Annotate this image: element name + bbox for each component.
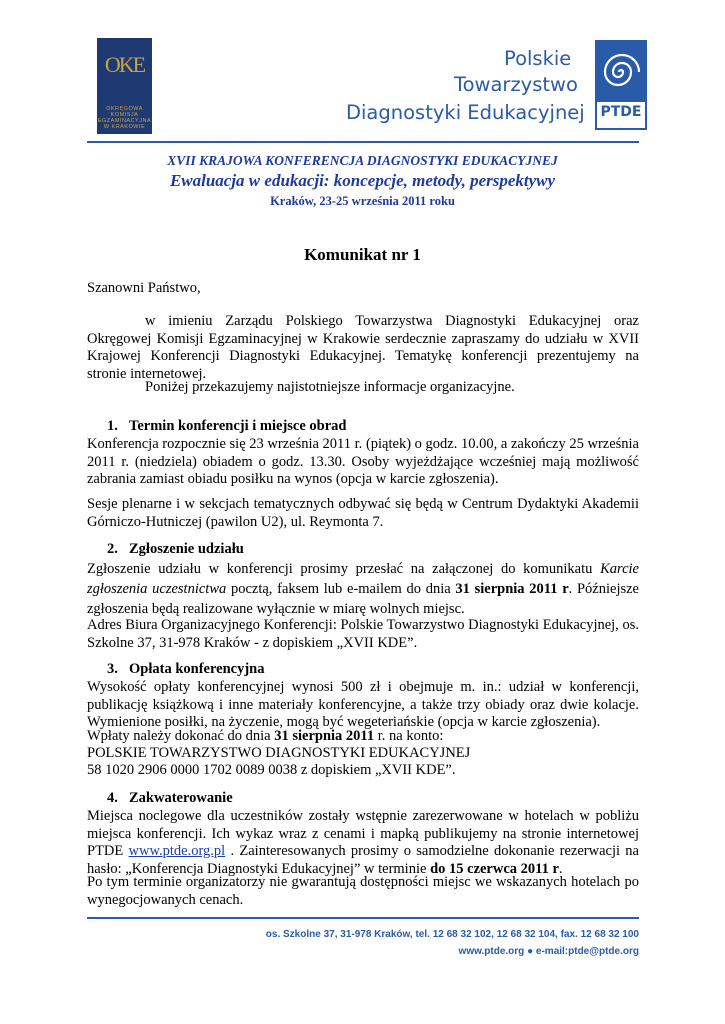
section-2-paragraph-1 (87, 559, 639, 619)
oke-logo-mark: OKE (104, 52, 145, 77)
conference-theme: Ewaluacja w edukacji: koncepcje, metody, perspektywy (169, 171, 556, 190)
section-2-title: Zgłoszenie udziału (129, 541, 244, 557)
reservation-deadline: do 15 czerwca 2011 r (430, 860, 559, 877)
intro-paragraph: w imieniu Zarządu Polskiego Towarzystwa Diagnostyki Edukacyjnej oraz Okręgowej Komisji Egzaminacyjnej w Krakowie serdecznie zapraszamy do udziału w XVII Krajowej Konferencji Diagnostyki Edukacyjnej. Tematykę konferencji prezentujemy na stronie internetowej. (87, 313, 639, 382)
section-2-text-b: pocztą, faksem lub e-mailem do dnia (226, 581, 456, 597)
ptde-logo (595, 40, 647, 130)
oke-logo-caption-1: OKRĘGOWA (106, 106, 143, 112)
ptde-name-line1: Polskie (504, 47, 572, 70)
accommodation-text-c: . (558, 860, 563, 877)
footer-divider (87, 917, 639, 919)
application-form-name: Karcie zgłoszenia uczestnictwa (87, 561, 639, 597)
section-1-heading (107, 418, 346, 435)
accommodation-text-a: Miejsca noclegowe dla uczestników zostały wstępnie zarezerwowane w hotelach w pobliżu miejsca konferencji. Ich wykaz wraz z cenami i mapką publikujemy na stronie internetowej PTDE (87, 808, 639, 859)
section-1-title: Termin konferencji i miejsce obrad (129, 418, 347, 434)
oke-logo (97, 38, 152, 134)
ptde-name-line2: Towarzystwo (454, 73, 578, 96)
page-title: Komunikat nr 1 (304, 245, 421, 264)
footer-web-link[interactable]: www.ptde.org (458, 946, 525, 957)
section-1-paragraph-2: Sesje plenarne i w sekcjach tematycznych odbywać się będą w Centrum Dydaktyki Akademii Górniczo-Hutniczej (pawilon U2), ul. Reymonta 7. (87, 496, 639, 530)
section-1-number: 1. (107, 418, 118, 434)
account-holder: POLSKIE TOWARZYSTWO DIAGNOSTYKI EDUKACYJNEJ (87, 745, 471, 761)
section-4-number: 4. (107, 790, 118, 806)
payment-deadline: 31 sierpnia 2011 (274, 728, 375, 744)
section-3-paragraph-2 (87, 728, 639, 746)
bank-account: 58 1020 2906 0000 1702 0089 0038 z dopiskiem „XVII KDE”. (87, 762, 456, 778)
section-2-paragraph-2: Adres Biura Organizacyjnego Konferencji: Polskie Towarzystwo Diagnostyki Edukacyjnej, os. Szkolne 37, 31-978 Kraków - z dopiskiem „XVII KDE”. (87, 617, 639, 651)
intro-note: Poniżej przekazujemy najistotniejsze informacje organizacyjne. (145, 379, 515, 395)
section-3-paragraph-1: Wysokość opłaty konferencyjnej wynosi 500 zł i obejmuje m. in.: udział w konferencji, publikację książkową i inne materiały konferencyjne, a także trzy obiady oraz dwie kolacje. Wymienione posiłki, na życzenie, mogą być wegeteriańskie (opcja w karcie zgłoszenia). (87, 679, 639, 730)
section-4-paragraph-1 (87, 808, 639, 878)
conference-name: XVII KRAJOWA KONFERENCJA DIAGNOSTYKI EDUKACYJNEJ (167, 153, 558, 168)
footer-address: os. Szkolne 37, 31-978 Kraków, tel. 12 68 32 102, 12 68 32 104, fax. 12 68 32 100 (265, 929, 639, 940)
footer-email-link[interactable]: e-mail:ptde@ptde.org (535, 946, 639, 957)
payment-text-b: r. na konto: (374, 728, 444, 744)
section-2-text-c: . Późniejsze zgłoszenia będą realizowane wyłącznie w miarę wolnych miejsc. (87, 581, 639, 617)
footer-contact (459, 946, 639, 957)
conference-date-place: Kraków, 23-25 września 2011 roku (270, 194, 455, 208)
section-1-paragraph-1: Konferencja rozpocznie się 23 września 2011 r. (piątek) o godz. 10.00, a zakończy 25 września 2011 r. (niedziela) obiadem o godz. 13.30. Osoby wyjeżdżające wcześniej mają możliwość zabrania zamiast obiadu posiłku na wynos (opcja w karcie zgłoszenia). (87, 436, 639, 487)
bullet-icon: ● (527, 946, 534, 957)
section-4-title: Zakwaterowanie (129, 790, 233, 806)
header-divider (87, 141, 639, 143)
payment-text-a: Wpłaty należy dokonać do dnia (87, 728, 275, 744)
ptde-acronym: PTDE (600, 104, 642, 120)
section-2-heading (107, 541, 244, 558)
oke-logo-caption-4: W KRAKOWIE (103, 124, 146, 130)
section-4-heading (107, 790, 233, 807)
oke-logo-caption-3: EGZAMINACYJNA (97, 118, 152, 124)
ptde-website-link[interactable]: www.ptde.org.pl (128, 843, 226, 859)
section-3-number: 3. (107, 661, 118, 677)
section-2-number: 2. (107, 541, 118, 557)
registration-deadline: 31 sierpnia 2011 r (455, 581, 569, 597)
accommodation-text-b: . Zainteresowanych prosimy o samodzielne dokonanie rezerwacji na hasło: „Konferencja Diagnostyki Edukacyjnej” w terminie (87, 843, 639, 877)
section-2-text-a: Zgłoszenie udziału w konferencji prosimy przesłać na załączonej do komunikatu (87, 561, 601, 577)
section-3-heading (107, 661, 264, 678)
section-3-title: Opłata konferencyjna (129, 661, 265, 677)
oke-logo-caption-2: KOMISJA (110, 112, 139, 118)
section-4-paragraph-2: Po tym terminie organizatorzy nie gwarantują dostępności miejsc we wskazanych hotelach po wynegocjowanych cenach. (87, 874, 639, 908)
spiral-icon (597, 42, 645, 102)
ptde-name-line3: Diagnostyki Edukacyjnej (346, 101, 585, 124)
greeting: Szanowni Państwo, (87, 280, 201, 296)
